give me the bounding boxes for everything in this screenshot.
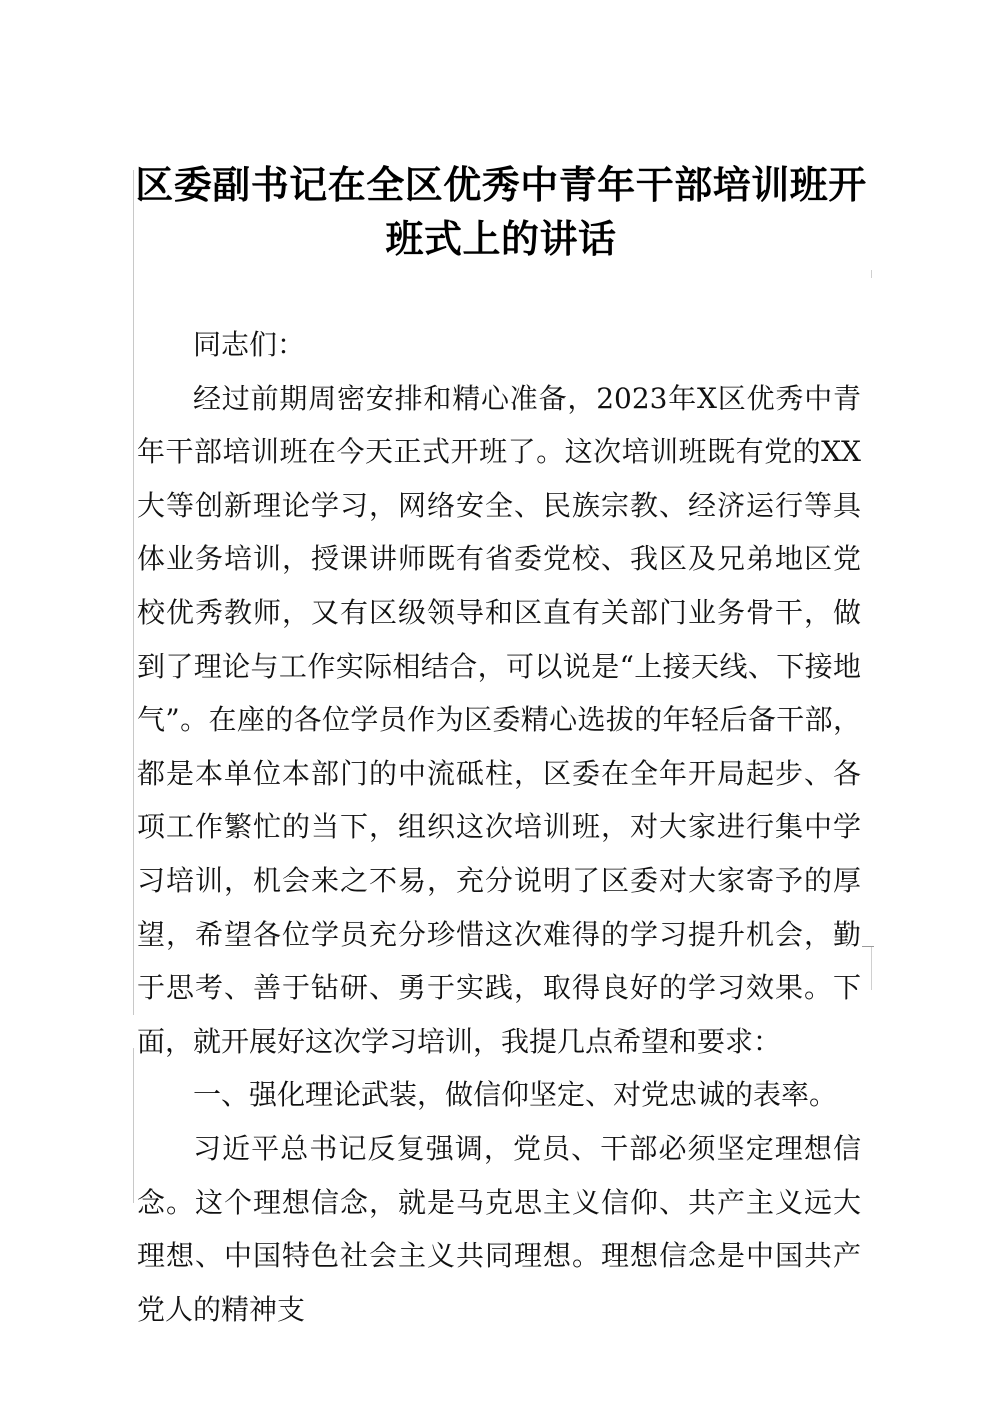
- left-margin-line-lower: [133, 1048, 134, 1203]
- document-body: [137, 318, 861, 1336]
- body-paragraph: 习近平总书记反复强调，党员、干部必须坚定理想信念。这个理想信念，就是马克思主义信仰、共产主义远大理想、中国特色社会主义共同理想。理想信念是中国共产党人的精神支: [137, 1131, 861, 1326]
- salutation: 同志们：: [193, 328, 306, 361]
- left-margin-line: [133, 170, 134, 1015]
- document-title: 区委副书记在全区优秀中青年干部培训班开班式上的讲话: [135, 163, 867, 261]
- right-margin-tick: [862, 946, 874, 947]
- body-paragraph: 经过前期周密安排和精心准备，2023年X区优秀中青年干部培训班在今天正式开班了。这次培训班既有党的XX大等创新理论学习，网络安全、民族宗教、经济运行等具体业务培训，授课讲师既有省委党校、我区及兄弟地区党校优秀教师，又有区级领导和区直有关部门业务骨干，做到了理论与工作实际相结合，可以说是“上接天线、下接地气”。在座的各位学员作为区委精心选拔的年轻后备干部，都是本单位本部门的中流砥柱，区委在全年开局起步、各项工作繁忙的当下，组织这次培训班，对大家进行集中学习培训，机会来之不易，充分说明了区委对大家寄予的厚望，希望各位学员充分珍惜这次难得的学习提升机会，勤于思考、善于钻研、勇于实践，取得良好的学习效果。下面，就开展好这次学习培训，我提几点希望和要求：: [137, 381, 861, 1058]
- right-margin-mark-lower: [871, 946, 872, 990]
- section-heading: 一、强化理论武装，做信仰坚定、对党忠诚的表率。: [193, 1078, 838, 1112]
- right-margin-mark: [871, 270, 872, 278]
